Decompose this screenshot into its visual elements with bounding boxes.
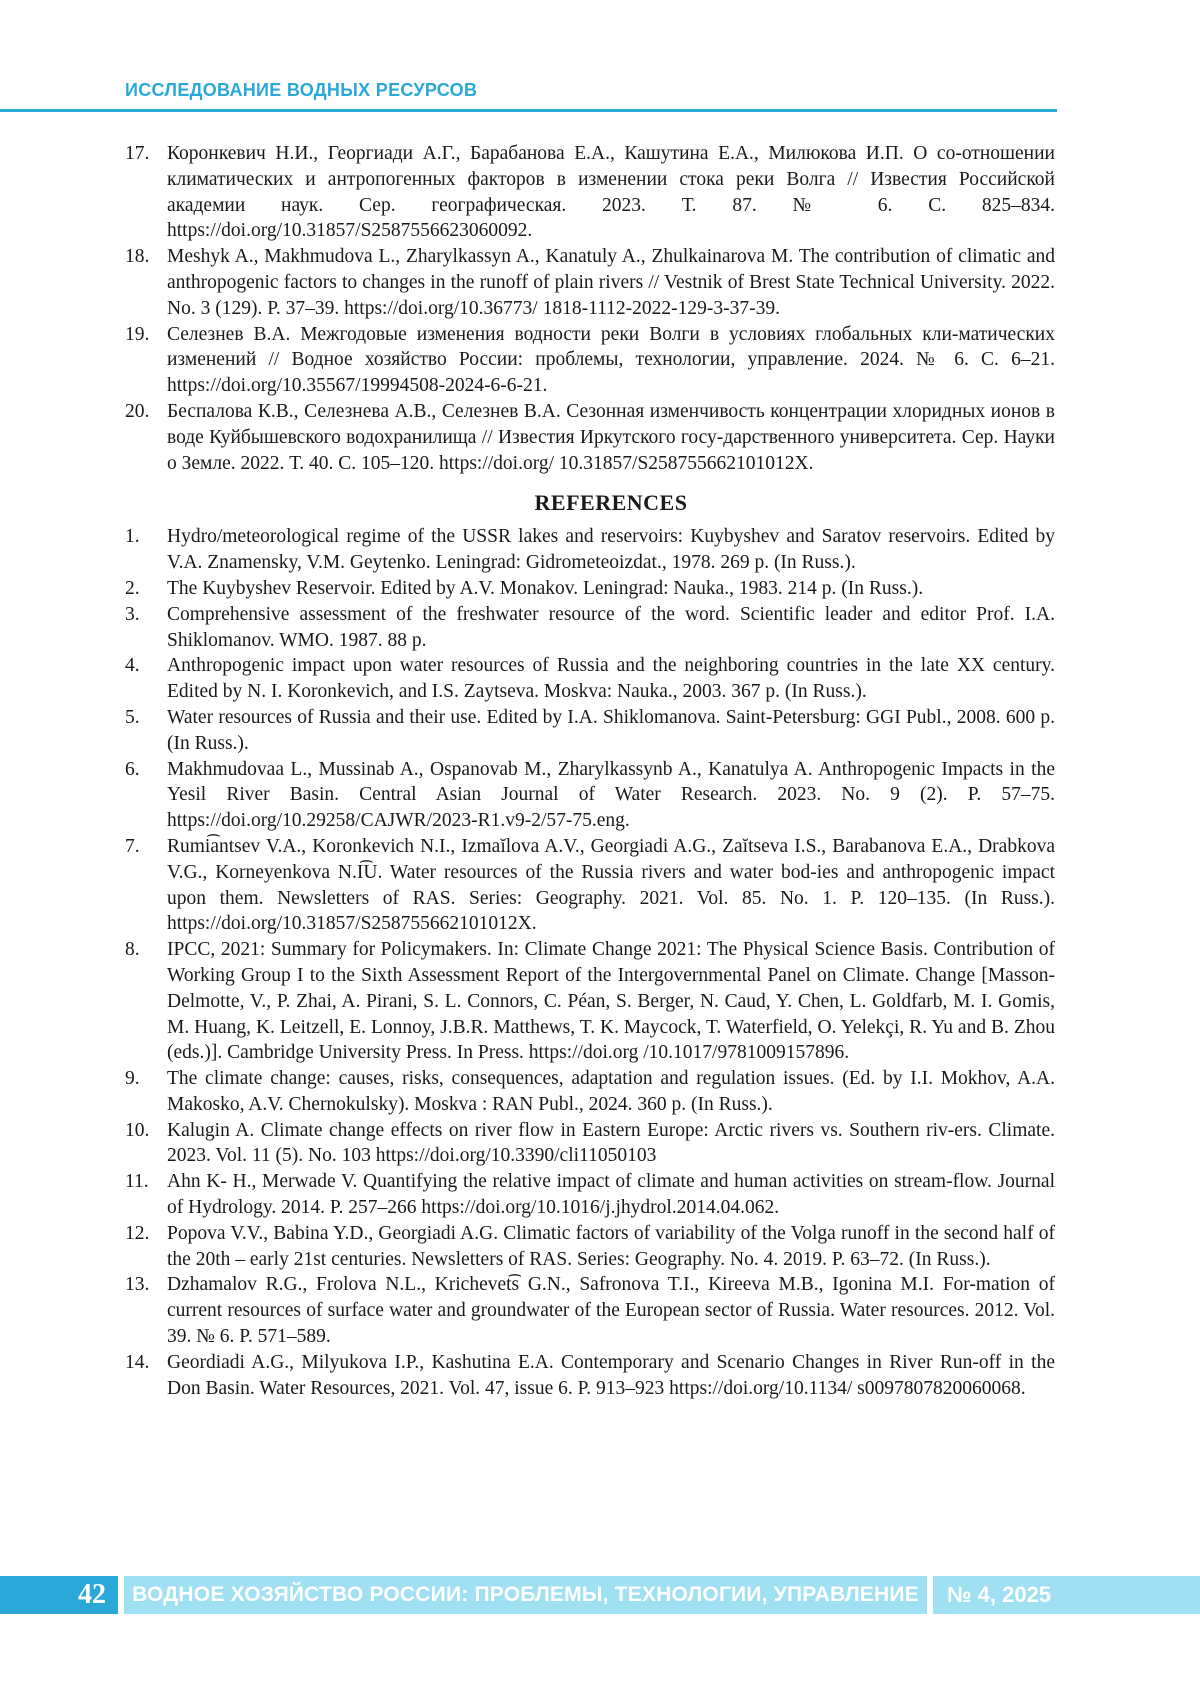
reference-number: 13. — [125, 1274, 150, 1296]
reference-item — [125, 399, 1055, 476]
reference-item — [125, 1350, 1055, 1402]
reference-number: 14. — [125, 1351, 150, 1373]
reference-text: Popova V.V., Babina Y.D., Georgiadi A.G. Climatic factors of variability of the Volga runoff in the second half of the 20th – early 21st centuries. Newsletters of RAS. Series: Geography. No. 4. 2019. P. 63–72. (In Russ.). — [167, 1222, 1055, 1270]
reference-number: 17. — [125, 143, 150, 164]
reference-text: Makhmudovaa L., Mussinab A., Ospanovab M., Zharylkassynb A., Kanatulya A. Anthropogenic Impacts in the Yesil River Basin. Central Asian Journal of Water Research. 2023. No. 9 (2). P. 57–75. https://doi.org/10.29258/CAJWR/2023-R1.v9-2/57-75.eng. — [167, 758, 1055, 832]
page-footer — [0, 1576, 1200, 1614]
reference-item — [125, 834, 1055, 937]
reference-text: Селезнев В.А. Межгодовые изменения водности реки Волги в условиях глобальных кли-матических изменений // Водное хозяйство России: проблемы, технологии, управление. 2024. № 6. С. 6–21. https://doi.org/10.35567/19994508-2024-6-6-21. — [167, 323, 1055, 397]
journal-title: ВОДНОЕ ХОЗЯЙСТВО РОССИИ: ПРОБЛЕМЫ, ТЕХНОЛОГИИ, УПРАВЛЕНИЕ — [124, 1576, 927, 1614]
reference-number: 18. — [125, 246, 150, 268]
reference-item — [125, 1272, 1055, 1349]
reference-item — [125, 757, 1055, 834]
reference-number: 5. — [125, 706, 140, 728]
reference-number: 10. — [125, 1119, 150, 1141]
reference-number: 20. — [125, 400, 150, 422]
reference-text: Geordiadi A.G., Milyukova I.P., Kashutina E.A. Contemporary and Scenario Changes in River Run-off in the Don Basin. Water Resources, 2021. Vol. 47, issue 6. P. 913–923 https://doi.org/10.1134/ s0097807820060068. — [167, 1351, 1055, 1399]
reference-item — [125, 1118, 1055, 1170]
reference-text: Kalugin A. Climate change effects on river flow in Eastern Europe: Arctic rivers vs. Southern riv-ers. Climate. 2023. Vol. 11 (5). No. 103 https://doi.org/10.3390/cli11050103 — [167, 1119, 1055, 1167]
english-reference-list — [125, 524, 1055, 1401]
reference-text: Meshyk A., Makhmudova L., Zharylkassyn A., Kanatuly A., Zhulkainarova M. The contribution of climatic and anthropogenic factors to changes in the runoff of plain rivers // Vestnik of Brest State Technical University. 2022. No. 3 (129). P. 37–39. https://doi.org/10.36773/ 1818-1112-2022-129-3-37-39. — [167, 246, 1055, 319]
reference-number: 8. — [125, 939, 140, 961]
reference-number: 19. — [125, 323, 150, 345]
reference-number: 11. — [125, 1171, 149, 1193]
reference-item — [125, 653, 1055, 705]
reference-item — [125, 937, 1055, 1066]
reference-text: Коронкевич Н.И., Георгиади А.Г., Барабанова Е.А., Кашутина Е.А., Милюкова И.П. О со-отношении климатических и антропогенных факторов в изменении стока реки Волга // Известия Российской академии наук. Сер. географическая. 2023. Т. 87. № 6. С. 825–834. https://doi.org/10.31857/S2587556623060092. — [167, 143, 1055, 242]
page-number: 42 — [0, 1576, 118, 1614]
reference-text: IPCC, 2021: Summary for Policymakers. In: Climate Change 2021: The Physical Science Basis. Contribution of Working Group I to the Sixth Assessment Report of the Intergovernmental Panel on Climate. Change [Masson-Delmotte, V., P. Zhai, A. Pirani, S. L. Connors, C. Péan, S. Berger, N. Caud, Y. Chen, L. Goldfarb, M. I. Gomis, M. Huang, K. Leitzell, E. Lonnoy, J.B.R. Matthews, T. K. Maycock, T. Waterfield, O. Yelekçi, R. Yu and B. Zhou (eds.)]. Cambridge University Press. In Press. https://doi.org /10.1017/9781009157896. — [167, 939, 1055, 1064]
reference-item — [125, 244, 1055, 321]
reference-number: 9. — [125, 1068, 140, 1090]
reference-text: Anthropogenic impact upon water resources of Russia and the neighboring countries in the late XX century. Edited by N. I. Koronkevich, and I.S. Zaytseva. Moskva: Nauka., 2003. 367 p. (In Russ.). — [167, 655, 1055, 703]
reference-item — [125, 602, 1055, 654]
references-heading: REFERENCES — [534, 490, 688, 516]
reference-number: 6. — [125, 758, 140, 780]
reference-item — [125, 705, 1055, 757]
reference-item — [125, 1169, 1055, 1221]
reference-number: 7. — [125, 835, 140, 857]
reference-text: Беспалова К.В., Селезнева А.В., Селезнев В.А. Сезонная изменчивость концентрации хлоридных ионов в воде Куйбышевского водохранилища // Известия Иркутского госу-дарственного университета. Сер. Науки о Земле. 2022. Т. 40. С. 105–120. https://doi.org/ 10.31857/S258755662101012X. — [167, 400, 1055, 474]
reference-number: 3. — [125, 603, 140, 625]
reference-item — [125, 1066, 1055, 1118]
section-header: ИССЛЕДОВАНИЕ ВОДНЫХ РЕСУРСОВ — [125, 80, 478, 100]
reference-text: Hydro/meteorological regime of the USSR lakes and reservoirs: Kuybyshev and Saratov reservoirs. Edited by V.A. Znamensky, V.M. Geytenko. Leningrad: Gidrometeoizdat., 1978. 269 p. (In Russ.). — [167, 526, 1055, 574]
reference-text: Dzhamalov R.G., Frolova N.L., Krichevet͡s G.N., Safronova T.I., Kireeva M.B., Igonina M.I. For-mation of current resources of surface water and groundwater of the European sector of Russia. Water resources. 2012. Vol. 39. № 6. P. 571–589. — [167, 1274, 1055, 1348]
reference-text: Rumi͡antsev V.A., Koronkevich N.I., Izmaĭlova A.V., Georgiadi A.G., Zaĭtseva I.S., Barabanova E.A., Drabkova V.G., Korneyenkova N.I͡U. Water resources of the Russia rivers and water bod-ies and anthropogenic impact upon them. Newsletters of RAS. Series: Geography. 2021. Vol. 85. No. 1. P. 120–135. (In Russ.). https://doi.org/10.31857/S258755662101012X. — [167, 835, 1055, 935]
header-rule — [0, 109, 1057, 112]
reference-number: 1. — [125, 526, 140, 548]
reference-item — [125, 322, 1055, 399]
reference-item — [125, 1221, 1055, 1273]
reference-text: Comprehensive assessment of the freshwater resource of the word. Scientific leader and editor Prof. I.A. Shiklomanov. WMO. 1987. 88 p. — [167, 603, 1055, 651]
reference-item — [125, 576, 1055, 602]
issue-number: № 4, 2025 — [933, 1576, 1200, 1614]
page-content — [125, 141, 1055, 1401]
reference-text: The climate change: causes, risks, consequences, adaptation and regulation issues. (Ed. by I.I. Mokhov, A.A. Makosko, A.V. Chernokulsky). Moskva : RAN Publ., 2024. 360 p. (In Russ.). — [167, 1068, 1055, 1115]
reference-number: 2. — [125, 577, 140, 599]
reference-text: Ahn K- H., Merwade V. Quantifying the relative impact of climate and human activities on stream-flow. Journal of Hydrology. 2014. P. 257–266 https://doi.org/10.1016/j.jhydrol.2014.04.062. — [167, 1171, 1055, 1219]
reference-text: The Kuybyshev Reservoir. Edited by A.V. Monakov. Leningrad: Nauka., 1983. 214 p. (In Russ.). — [167, 577, 924, 599]
reference-item — [125, 524, 1055, 576]
reference-number: 12. — [125, 1222, 150, 1244]
reference-text: Water resources of Russia and their use. Edited by I.A. Shiklomanova. Saint-Petersburg: GGI Publ., 2008. 600 p. (In Russ.). — [167, 706, 1055, 754]
russian-reference-list — [125, 141, 1055, 476]
reference-number: 4. — [125, 655, 140, 677]
reference-item — [125, 141, 1055, 244]
